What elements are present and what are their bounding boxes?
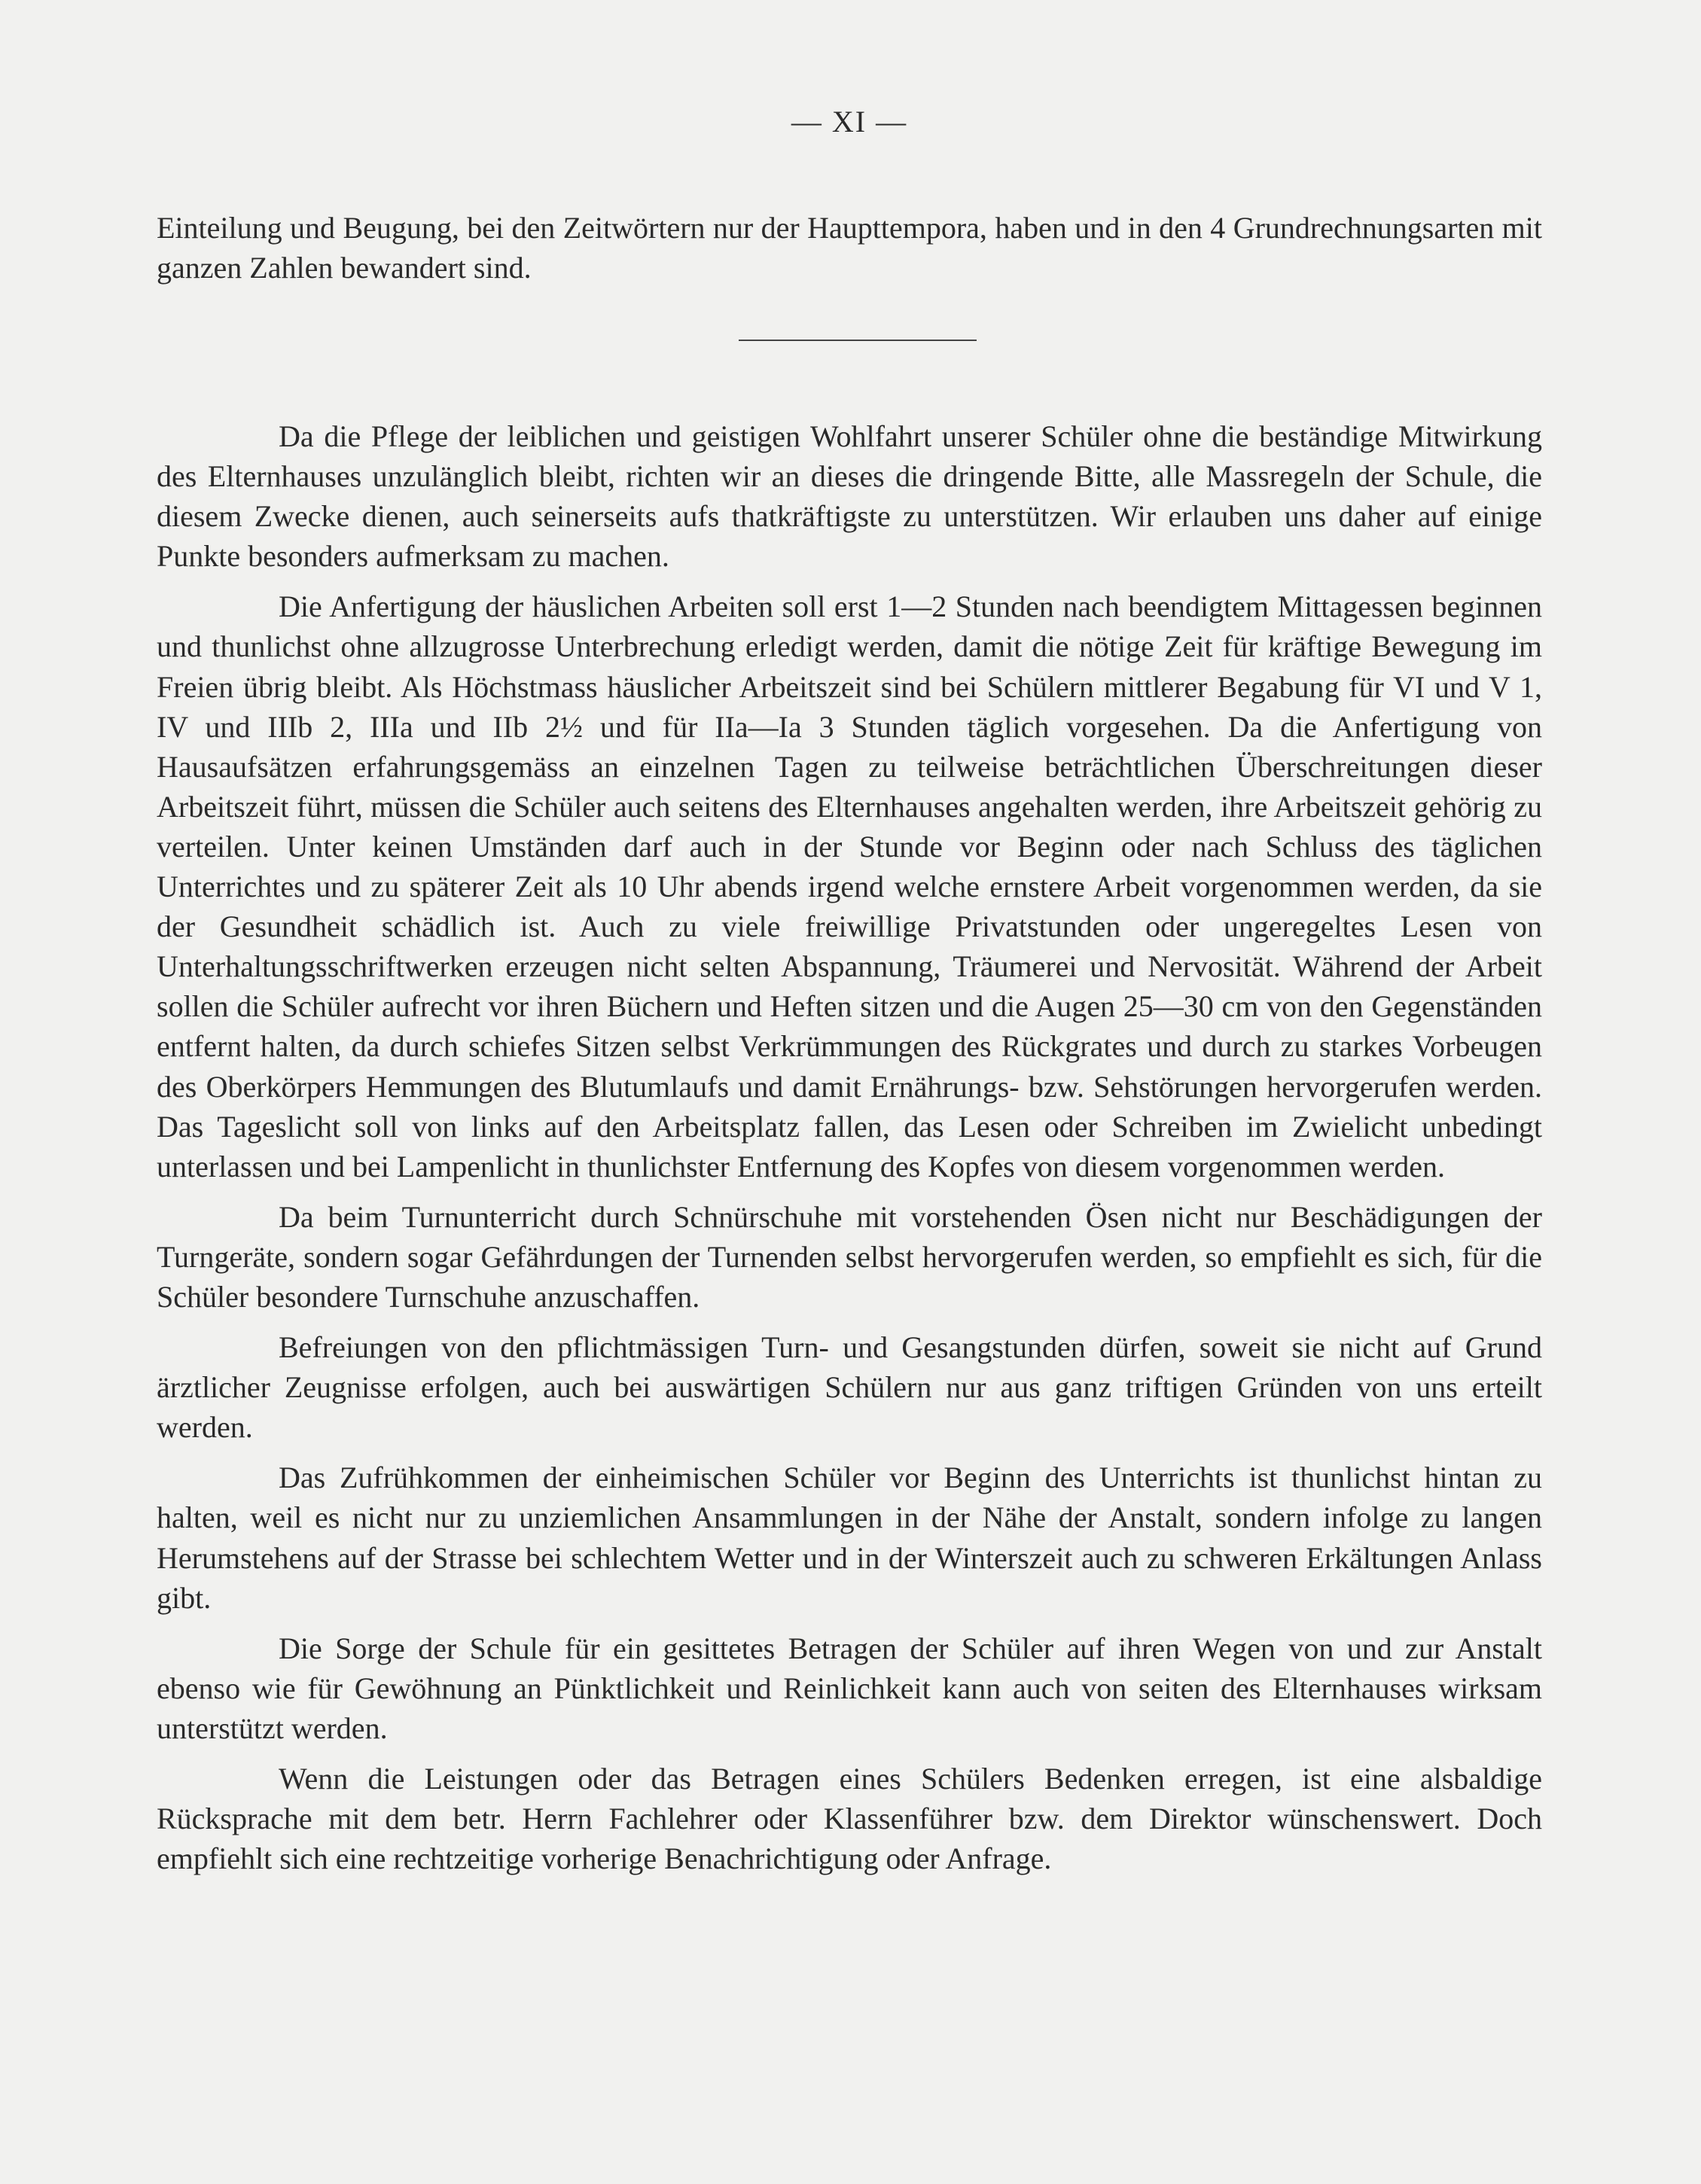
paragraph-homework: Die Anfertigung der häuslichen Arbeiten soll erst 1—2 Stunden nach beendigtem Mittagessen beginnen und thunlichst ohne allzugrosse Unterbrechung erledigt werden, damit die nötige Zeit für kräftige Bewegung im Freien übrig bleibt. Als Höchstmass häuslicher Arbeitszeit sind bei Schülern mittlerer Begabung für VI und V 1, IV und IIIb 2, IIIa und IIb 2½ und für IIa—Ia 3 Stunden täglich vorgesehen. Da die Anfertigung von Hausaufsätzen erfahrungsgemäss an einzelnen Tagen zu teilweise beträchtlichen Überschreitungen dieser Arbeitszeit führt, müssen die Schüler auch seitens des Elternhauses angehalten werden, ihre Arbeitszeit gehörig zu verteilen. Unter keinen Umständen darf auch in der Stunde vor Beginn oder nach Schluss des täglichen Unterrichtes und zu späterer Zeit als 10 Uhr abends irgend welche ernstere Arbeit vorgenommen werden, da sie der Gesundheit schädlich ist. Auch zu viele freiwillige Privatstunden oder ungeregeltes Lesen von Unterhaltungsschriftwerken erzeugen nicht selten Abspannung, Träumerei und Nervosität. Während der Arbeit sollen die Schüler aufrecht vor ihren Büchern und Heften sitzen und die Augen 25—30 cm von den Gegenständen entfernt halten, da durch schiefes Sitzen selbst Verkrümmungen des Rückgrates und durch zu starkes Vorbeugen des Oberkörpers Hemmungen des Blutumlaufs und damit Ernährungs- bzw. Sehstörungen hervorgerufen werden. Das Tageslicht soll von links auf den Arbeitsplatz fallen, das Lesen oder Schreiben im Zwielicht unbedingt unterlassen und bei Lampenlicht in thunlichster Entfernung des Kopfes von diesem vorgenommen werden. (157, 589, 1542, 1183)
paragraph-early-arrival: Das Zufrühkommen der einheimischen Schüler vor Beginn des Unterrichts ist thunlichst hintan zu halten, weil es nicht nur zu unziemlichen Ansammlungen in der Nähe der Anstalt, sondern infolge zu langen Herumstehens auf der Strasse bei schlechtem Wetter und in der Winterszeit auch zu schweren Erkältungen Anlass gibt. (157, 1461, 1542, 1615)
intro-paragraph: Einteilung und Beugung, bei den Zeitwörtern nur der Haupttempora, haben und in den 4 Grundrechnungsarten mit ganzen Zahlen bewandert sind. (157, 211, 1542, 285)
paragraph-gym-shoes: Da beim Turnunterricht durch Schnürschuhe mit vorstehenden Ösen nicht nur Beschädigungen der Turngeräte, sondern sogar Gefährdungen der Turnenden selbst hervorgerufen werden, so empfiehlt es sich, für die Schüler besondere Turnschuhe anzuschaffen. (157, 1199, 1542, 1314)
paragraph-conduct: Die Sorge der Schule für ein gesittetes Betragen der Schüler auf ihren Wegen von und zur Anstalt ebenso wie für Gewöhnung an Pünktlichkeit und Reinlichkeit kann auch von seiten des Elternhauses wirksam unterstützt werden. (157, 1631, 1542, 1745)
paragraph-exemptions: Befreiungen von den pflichtmässigen Turn- und Gesangstunden dürfen, soweit sie nicht auf Grund ärztlicher Zeugnisse erfolgen, auch bei auswärtigen Schülern nur aus ganz triftigen Gründen von uns erteilt werden. (157, 1330, 1542, 1445)
body-text (157, 416, 1542, 1878)
page-number: — XI — (791, 105, 908, 139)
paragraph-parent-cooperation: Da die Pflege der leiblichen und geistigen Wohlfahrt unserer Schüler ohne die beständige Mitwirkung des Elternhauses unzulänglich bleibt, richten wir an dieses die dringende Bitte, alle Massregeln der Schule, die diesem Zwecke dienen, auch seinerseits aufs thatkräftigste zu unterstützen. Wir erlauben uns daher auf einige Punkte besonders aufmerksam zu machen. (157, 419, 1542, 574)
document-page (157, 0, 1542, 2184)
section-divider (739, 340, 977, 341)
paragraph-consultation: Wenn die Leistungen oder das Betragen eines Schülers Bedenken erregen, ist eine alsbaldige Rücksprache mit dem betr. Herrn Fachlehrer oder Klassenführer bzw. dem Direktor wünschenswert. Doch empfiehlt sich eine rechtzeitige vorherige Benachrichtigung oder Anfrage. (157, 1762, 1542, 1876)
